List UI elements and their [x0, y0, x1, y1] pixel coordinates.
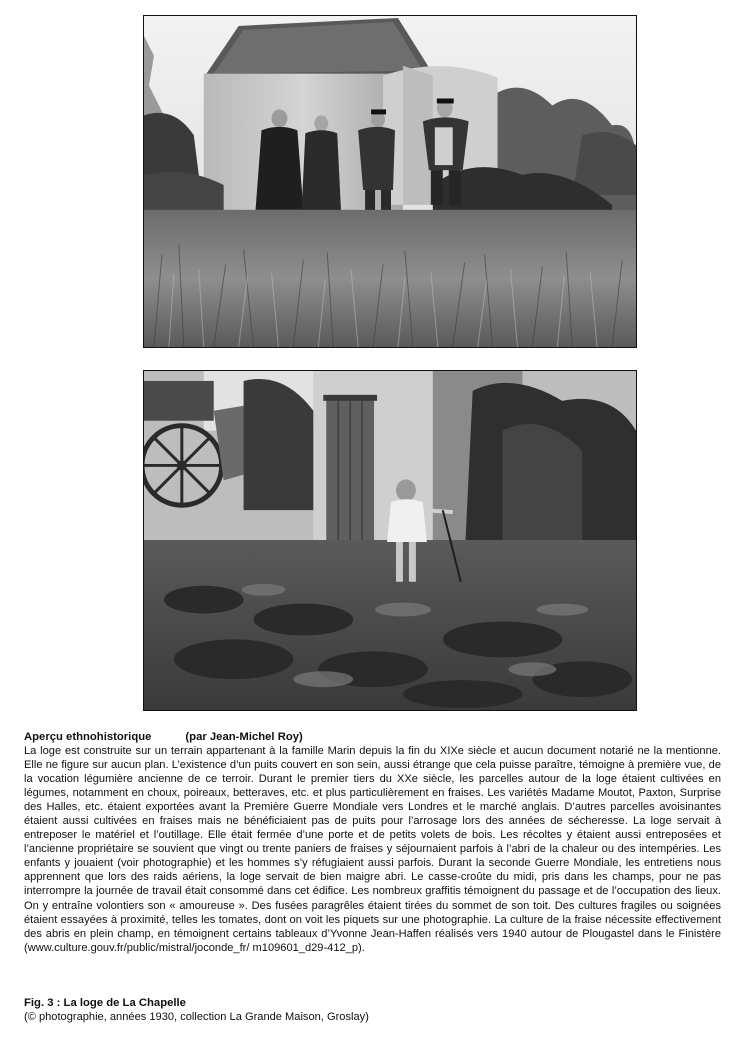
- figure-credit: (© photographie, années 1930, collection La Grande Maison, Groslay): [24, 1011, 369, 1023]
- figure-caption: [24, 996, 721, 1024]
- photo-child-garden: [143, 370, 637, 711]
- article: [24, 730, 721, 955]
- photo-loge-with-people-image: [144, 16, 636, 347]
- figure-title: Fig. 3 : La loge de La Chapelle: [24, 997, 186, 1009]
- article-heading-line: [24, 730, 721, 744]
- article-heading: Aperçu ethnohistorique: [24, 731, 152, 743]
- photo-loge-with-people: [143, 15, 637, 348]
- article-body: La loge est construite sur un terrain appartenant à la famille Marin depuis la fin du XIXe siècle et aucun document notarié ne la mentionne. Elle ne figure sur aucun plan. L’existence d’un puits couvert en son sein, aussi étrange que cela puisse paraître, témoigne à première vue, de la vocation légumière ancienne de ce terroir. Durant le premier tiers du XXe siècle, les parcelles autour de la loge étaient cultivées en légumes, notamment en choux, poireaux, betteraves, etc. et plus particulièrement en fraises. Les variétés Madame Moutot, Paxton, Surprise des Halles, etc. étaient exportées avant la Première Guerre Mondiale vers Londres et le marché anglais. D’autres parcelles avoisinantes étaient aussi cultivées en fraises mais ne bénéficiaient pas de puits pour l’arrosage lors des années de sécheresse. La loge servait à entreposer le matériel et l’outillage. Elle était fermée d’une porte et de petits volets de bois. Les récoltes y étaient aussi entreposées et l’ancienne propriétaire se souvient que vingt ou trente paniers de fraises y séjournaient parfois à l’abri de la chaleur ou des intempéries. Les enfants y jouaient (voir photographie) et les hommes s’y réfugiaient aussi parfois. Durant la seconde Guerre Mondiale, les entretiens nous apprennent que lors des raids aériens, la loge servait de bien maigre abri. Le casse-croûte du midi, pris dans les champs, pour ne pas interrompre la journée de travail était consommé dans cet édifice. Les nombreux graffitis témoignent du passage et de l’occupation des lieux. On y entraîne volontiers son « amoureuse ». Des fusées paragrêles étaient tirées du sommet de son toit. Des cultures fragiles ou soignées étaient essayées à proximité, telles les tomates, dont on voit les piquets sur une photographie. La culture de la fraise nécessite effectivement des abris en plein champ, en témoignent certains tableaux d’Yvonne Jean-Haffen réalisés vers 1940 autour de Plougastel dans le Finistère (www.culture.gouv.fr/public/mistral/joconde_fr/ m109601_d29-412_p).: [24, 745, 721, 954]
- article-author: (par Jean-Michel Roy): [185, 731, 303, 743]
- photo-child-garden-image: [144, 371, 636, 710]
